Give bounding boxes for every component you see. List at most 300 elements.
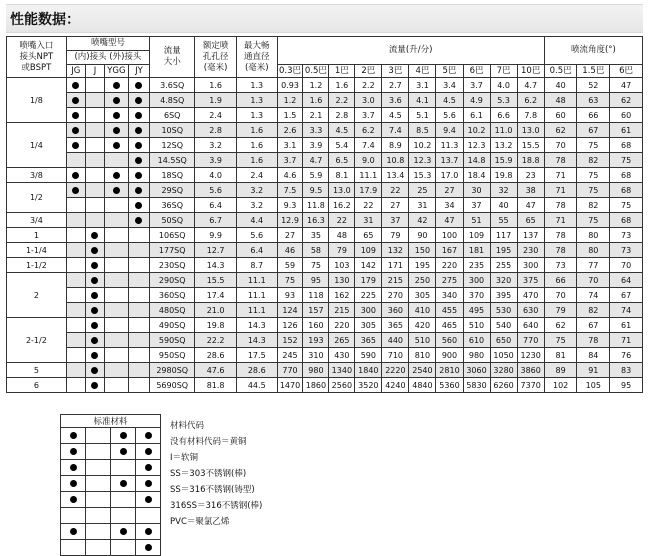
flow-value: 37 (382, 213, 409, 228)
flow-value: 3.7 (277, 153, 303, 168)
capacity-size: 2980SQ (150, 363, 195, 378)
table-row (7, 198, 643, 213)
type-cell (85, 168, 104, 183)
angle-value: 62 (544, 123, 577, 138)
available-dot-icon (91, 247, 98, 254)
orifice-diameter: 3.9 (195, 153, 237, 168)
type-cell (85, 228, 104, 243)
flow-value: 11.1 (355, 168, 382, 183)
flow-value: 3280 (490, 363, 517, 378)
flow-value: 2560 (329, 378, 355, 393)
type-cell (85, 288, 104, 303)
flow-value: 630 (517, 303, 544, 318)
flow-value: 162 (329, 288, 355, 303)
type-cell (85, 213, 104, 228)
flow-value: 40 (490, 198, 517, 213)
flow-value: 12.3 (463, 138, 490, 153)
capacity-size: 3.6SQ (150, 78, 195, 93)
flow-value: 13.0 (329, 183, 355, 198)
table-row (7, 123, 643, 138)
angle-value: 68 (610, 183, 643, 198)
table-row (7, 273, 643, 288)
flow-value: 510 (463, 318, 490, 333)
passage-diameter: 1.6 (236, 153, 277, 168)
material-row (61, 476, 161, 492)
pressure-header: 4巴 (409, 65, 436, 78)
available-dot-icon (91, 292, 98, 299)
flow-value: 109 (355, 243, 382, 258)
flow-value: 7.5 (277, 183, 303, 198)
flow-value: 360 (382, 303, 409, 318)
conn-header: 喷嘴入口 接头NPT 或BSPT (7, 37, 67, 78)
flow-value: 1050 (490, 348, 517, 363)
flow-value: 10.8 (382, 153, 409, 168)
material-cell (61, 508, 86, 524)
material-legend-item: 没有材料代码＝黄铜 (170, 437, 247, 447)
flow-value: 90 (409, 228, 436, 243)
passage-diameter: 14.3 (236, 333, 277, 348)
table-row (7, 138, 643, 153)
flow-value: 157 (303, 303, 329, 318)
flow-value: 220 (329, 318, 355, 333)
flow-value: 365 (382, 318, 409, 333)
flow-value: 980 (463, 348, 490, 363)
type-cell (128, 138, 149, 153)
flow-value: 2.2 (355, 78, 382, 93)
angle-value: 66 (544, 273, 577, 288)
flow-value: 31 (355, 213, 382, 228)
flow-value: 1.6 (303, 93, 329, 108)
type-jy: JY (128, 65, 149, 78)
flow-value: 4240 (382, 378, 409, 393)
passage-diameter: 2.4 (236, 168, 277, 183)
orifice-header: 额定喷 孔孔径 (毫米) (195, 37, 237, 78)
flow-value: 440 (382, 333, 409, 348)
material-cell (61, 444, 86, 460)
flow-value: 100 (436, 228, 463, 243)
material-cell (136, 428, 161, 444)
performance-table-body (7, 78, 643, 393)
available-dot-icon (91, 352, 98, 359)
type-cell (66, 363, 85, 378)
material-legend-item: SS＝303不锈钢(棒) (170, 469, 247, 479)
available-dot-icon (145, 480, 152, 487)
type-cell (66, 198, 85, 213)
flow-value: 250 (409, 273, 436, 288)
flow-value: 1230 (517, 348, 544, 363)
flow-value: 75 (277, 273, 303, 288)
material-cell (136, 540, 161, 556)
flow-value: 109 (463, 228, 490, 243)
angle-value: 70 (544, 138, 577, 153)
pressure-header: 6巴 (463, 65, 490, 78)
angle-value: 75 (577, 138, 610, 153)
flow-value: 980 (303, 363, 329, 378)
connection-size: 1/2 (7, 183, 67, 213)
angle-value: 75 (577, 168, 610, 183)
type-cell (105, 243, 129, 258)
available-dot-icon (91, 322, 98, 329)
table-row (7, 213, 643, 228)
material-cell (136, 524, 161, 540)
flow-value: 13.7 (436, 153, 463, 168)
performance-table (6, 36, 643, 393)
passage-diameter: 4.4 (236, 213, 277, 228)
type-cell (128, 303, 149, 318)
flow-value: 465 (436, 318, 463, 333)
type-cell (85, 348, 104, 363)
type-cell (128, 363, 149, 378)
type-cell (105, 348, 129, 363)
angle-value: 52 (577, 78, 610, 93)
flow-value: 55 (490, 213, 517, 228)
passage-diameter: 44.5 (236, 378, 277, 393)
angle-value: 61 (610, 318, 643, 333)
type-cell (105, 78, 129, 93)
flow-value: 25 (409, 183, 436, 198)
connection-size: 2-1/2 (7, 318, 67, 363)
available-dot-icon (70, 464, 77, 471)
material-cell (86, 524, 111, 540)
flow-value: 4.5 (329, 123, 355, 138)
flow-value: 179 (355, 273, 382, 288)
type-cell (66, 78, 85, 93)
passage-diameter: 1.3 (236, 108, 277, 123)
pressure-header: 2巴 (355, 65, 382, 78)
flow-value: 11.3 (436, 138, 463, 153)
flow-value: 2.7 (382, 78, 409, 93)
connection-size: 1-1/4 (7, 243, 67, 258)
flow-value: 22 (382, 183, 409, 198)
flow-value: 16.3 (303, 213, 329, 228)
flow-value: 15.5 (517, 138, 544, 153)
angle-value: 62 (544, 318, 577, 333)
flow-value: 16.2 (329, 198, 355, 213)
flow-value: 5.4 (329, 138, 355, 153)
flow-value: 495 (463, 303, 490, 318)
flow-value: 6.5 (329, 153, 355, 168)
passage-diameter: 11.1 (236, 303, 277, 318)
flow-value: 2.1 (303, 108, 329, 123)
capacity-size: 360SQ (150, 288, 195, 303)
type-cell (105, 183, 129, 198)
flow-value: 2.2 (329, 93, 355, 108)
type-cell (105, 108, 129, 123)
type-cell (105, 168, 129, 183)
type-cell (85, 123, 104, 138)
orifice-diameter: 1.9 (195, 93, 237, 108)
orifice-diameter: 15.5 (195, 273, 237, 288)
flow-value: 34 (436, 198, 463, 213)
table-row (7, 183, 643, 198)
flow-value: 590 (355, 348, 382, 363)
flow-value: 8.5 (409, 123, 436, 138)
type-cell (105, 123, 129, 138)
connection-size: 3/8 (7, 168, 67, 183)
angle-value: 66 (577, 108, 610, 123)
material-cell (86, 460, 111, 476)
flow-value: 710 (382, 348, 409, 363)
angle-value: 71 (544, 183, 577, 198)
material-cell (136, 508, 161, 524)
passage-diameter: 28.6 (236, 363, 277, 378)
orifice-diameter: 17.4 (195, 288, 237, 303)
available-dot-icon (135, 142, 142, 149)
flow-value: 455 (436, 303, 463, 318)
flow-value: 305 (355, 318, 382, 333)
orifice-diameter: 2.8 (195, 123, 237, 138)
flow-value: 3520 (355, 378, 382, 393)
type-cell (66, 273, 85, 288)
available-dot-icon (120, 448, 127, 455)
available-dot-icon (145, 544, 152, 551)
passage-diameter: 1.3 (236, 93, 277, 108)
flow-value: 152 (277, 333, 303, 348)
flow-value: 340 (436, 288, 463, 303)
flow-value: 4.6 (277, 168, 303, 183)
flow-value: 245 (277, 348, 303, 363)
material-cell (61, 428, 86, 444)
angle-value: 75 (577, 213, 610, 228)
available-dot-icon (113, 187, 120, 194)
type-cell (66, 288, 85, 303)
available-dot-icon (70, 480, 77, 487)
pressure-header: 1巴 (329, 65, 355, 78)
type-cell (128, 213, 149, 228)
material-legend-item: PVC＝聚氯乙烯 (170, 517, 230, 527)
flow-value: 9.4 (436, 123, 463, 138)
material-cell (111, 444, 136, 460)
flow-value: 5360 (436, 378, 463, 393)
type-cell (128, 348, 149, 363)
type-cell (85, 333, 104, 348)
flow-value: 195 (409, 258, 436, 273)
flow-value: 3860 (517, 363, 544, 378)
material-cell (111, 460, 136, 476)
passage-diameter: 1.6 (236, 123, 277, 138)
table-row (7, 348, 643, 363)
flow-value: 270 (382, 288, 409, 303)
table-row (7, 303, 643, 318)
flow-value: 1.5 (277, 108, 303, 123)
angle-value: 62 (610, 93, 643, 108)
type-cell (85, 303, 104, 318)
material-cell (111, 524, 136, 540)
material-cell (111, 428, 136, 444)
available-dot-icon (72, 187, 79, 194)
flow-value: 300 (355, 303, 382, 318)
type-ygg: YGG (105, 65, 129, 78)
flow-value: 470 (517, 288, 544, 303)
type-cell (85, 318, 104, 333)
type-cell (128, 378, 149, 393)
title-bar (6, 4, 643, 33)
material-cell (61, 460, 86, 476)
angle-value: 40 (544, 78, 577, 93)
available-dot-icon (135, 172, 142, 179)
flow-value: 51 (463, 213, 490, 228)
flow-value: 3.0 (355, 93, 382, 108)
nozzle-type-header: 喷嘴型号 (66, 37, 149, 51)
flow-value: 4.9 (463, 93, 490, 108)
capacity-size: 6SQ (150, 108, 195, 123)
material-cell (111, 540, 136, 556)
type-cell (105, 138, 129, 153)
flow-value: 1.2 (277, 93, 303, 108)
flow-value: 14.8 (463, 153, 490, 168)
passage-diameter: 8.7 (236, 258, 277, 273)
available-dot-icon (70, 432, 77, 439)
angle-value: 75 (610, 198, 643, 213)
available-dot-icon (70, 528, 77, 535)
type-cell (105, 333, 129, 348)
flow-value: 10.2 (409, 138, 436, 153)
orifice-diameter: 21.0 (195, 303, 237, 318)
angle-value: 47 (610, 78, 643, 93)
angle-value: 77 (577, 258, 610, 273)
flow-value: 58 (303, 243, 329, 258)
flow-value: 275 (436, 273, 463, 288)
flow-value: 430 (329, 348, 355, 363)
flow-value: 9.3 (277, 198, 303, 213)
table-row (7, 78, 643, 93)
flow-value: 22 (355, 198, 382, 213)
flow-value: 215 (382, 273, 409, 288)
passage-diameter: 11.1 (236, 288, 277, 303)
type-cell (85, 243, 104, 258)
material-cell (86, 428, 111, 444)
available-dot-icon (135, 127, 142, 134)
flow-value: 46 (277, 243, 303, 258)
angle-value: 67 (610, 288, 643, 303)
connection-size: 1-1/2 (7, 258, 67, 273)
flow-value: 15.9 (490, 153, 517, 168)
type-cell (128, 153, 149, 168)
material-cell (86, 476, 111, 492)
angle-value: 71 (610, 333, 643, 348)
capacity-size: 18SQ (150, 168, 195, 183)
flow-value: 65 (517, 213, 544, 228)
type-cell (128, 288, 149, 303)
available-dot-icon (91, 382, 98, 389)
angle-value: 67 (577, 318, 610, 333)
type-cell (105, 288, 129, 303)
available-dot-icon (113, 142, 120, 149)
capacity-header: 流量 大小 (150, 37, 195, 78)
flow-value: 650 (490, 333, 517, 348)
flow-value: 79 (329, 243, 355, 258)
type-j: J (85, 65, 104, 78)
flow-value: 126 (277, 318, 303, 333)
flow-value: 3.1 (409, 78, 436, 93)
passage-diameter: 3.2 (236, 183, 277, 198)
flow-value: 9.5 (303, 183, 329, 198)
type-cell (85, 378, 104, 393)
available-dot-icon (72, 82, 79, 89)
flow-value: 30 (463, 183, 490, 198)
flow-value: 79 (382, 228, 409, 243)
flow-value: 560 (436, 333, 463, 348)
flow-value: 95 (303, 273, 329, 288)
angle-value: 73 (544, 258, 577, 273)
type-cell (128, 243, 149, 258)
capacity-size: 950SQ (150, 348, 195, 363)
flow-value: 27 (277, 228, 303, 243)
available-dot-icon (113, 112, 120, 119)
type-cell (105, 318, 129, 333)
angle-value: 74 (577, 288, 610, 303)
flow-value: 8.1 (329, 168, 355, 183)
available-dot-icon (72, 172, 79, 179)
material-cell (136, 460, 161, 476)
available-dot-icon (70, 496, 77, 503)
capacity-size: 590SQ (150, 333, 195, 348)
flow-value: 27 (436, 183, 463, 198)
orifice-diameter: 28.6 (195, 348, 237, 363)
angle-value: 68 (610, 213, 643, 228)
flow-value: 181 (463, 243, 490, 258)
type-cell (66, 243, 85, 258)
flow-value: 320 (490, 273, 517, 288)
flow-value: 75 (303, 258, 329, 273)
angle-value: 68 (610, 138, 643, 153)
angle-value: 61 (610, 123, 643, 138)
angle-pressure-header: 1.5巴 (577, 65, 610, 78)
type-cell (66, 213, 85, 228)
connection-size: 1 (7, 228, 67, 243)
flow-value: 235 (463, 258, 490, 273)
flow-value: 2220 (382, 363, 409, 378)
material-cell (111, 492, 136, 508)
table-row (7, 93, 643, 108)
material-legend-item: SS＝316不锈钢(铸型) (170, 485, 255, 495)
material-row (61, 492, 161, 508)
material-row (61, 460, 161, 476)
type-cell (85, 363, 104, 378)
flow-value: 5.6 (436, 108, 463, 123)
flow-value: 193 (303, 333, 329, 348)
flow-value: 3.7 (355, 108, 382, 123)
available-dot-icon (72, 97, 79, 104)
type-cell (105, 363, 129, 378)
pressure-header: 10巴 (517, 65, 544, 78)
flow-value: 365 (355, 333, 382, 348)
material-legend-item: I＝软铜 (170, 453, 199, 463)
flow-header: 流量(升/分) (277, 37, 544, 65)
capacity-size: 4.8SQ (150, 93, 195, 108)
flow-value: 93 (277, 288, 303, 303)
pressure-header: 0.5巴 (304, 65, 327, 76)
capacity-size: 29SQ (150, 183, 195, 198)
type-cell (85, 138, 104, 153)
flow-value: 1470 (277, 378, 303, 393)
flow-value: 255 (490, 258, 517, 273)
flow-value: 12.3 (409, 153, 436, 168)
type-cell (66, 153, 85, 168)
flow-value: 900 (436, 348, 463, 363)
flow-value: 142 (355, 258, 382, 273)
angle-value: 60 (544, 108, 577, 123)
flow-value: 195 (490, 243, 517, 258)
type-cell (105, 93, 129, 108)
capacity-size: 36SQ (150, 198, 195, 213)
flow-value: 13.2 (490, 138, 517, 153)
angle-value: 78 (544, 153, 577, 168)
type-cell (66, 168, 85, 183)
angle-value: 75 (610, 153, 643, 168)
angle-value: 95 (610, 378, 643, 393)
available-dot-icon (135, 157, 142, 164)
